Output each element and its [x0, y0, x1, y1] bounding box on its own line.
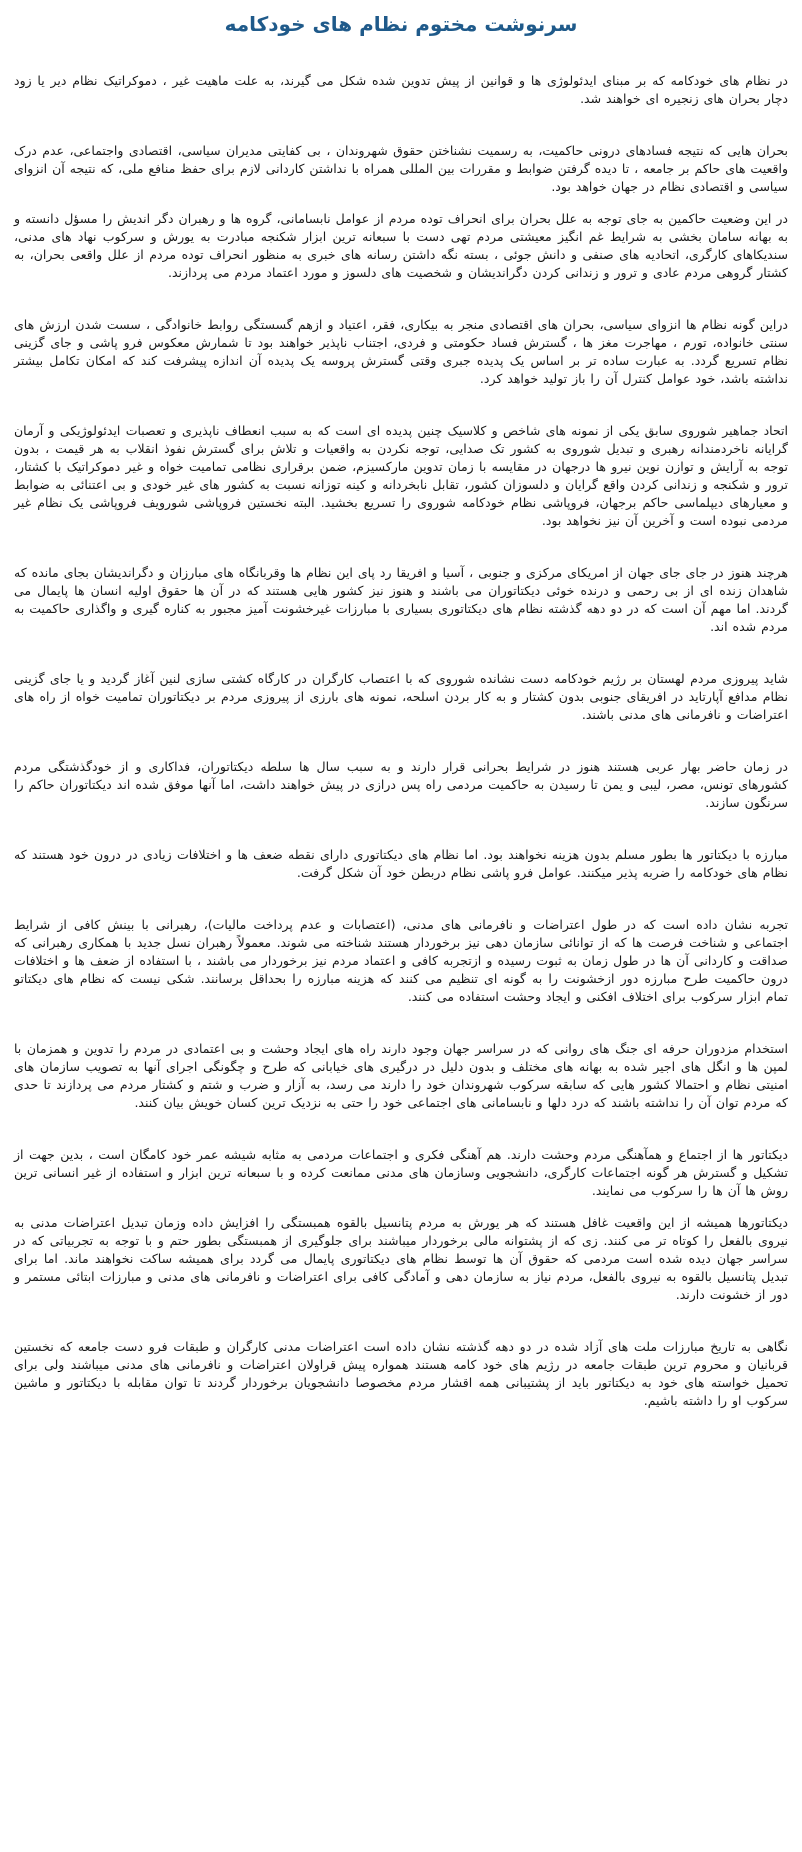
paragraph: هرچند هنوز در جای جای جهان از امریکای مرکزی و جنوبی ، آسیا و افریقا رد پای این نظام ها وقربانگاه های مبارزان و دگراندیشان بجای مانده که شاهدان زنده ای از بی رحمی و درنده خوئی دیکتاتوران می باشند و هنوز نیز کشور هایی هستند که در آن ها حقوق اولیه انسان ها پایمال می گردند. اما مهم آن است که در دو دهه گذشته نظام های دیکتاتوری بسیاری با مبارزات غیرخشونت آمیز مجبور به کناره گیری و واگذاری حاکمیت به مردم شده اند. — [14, 565, 788, 634]
paragraph: نگاهی به تاریخ مبارزات ملت های آزاد شده در دو دهه گذشته نشان داده است اعتراضات مدنی کارگران و طبقات فرو دست جامعه که نخستین قربانیان و محروم ترین طبقات جامعه در رژیم های خود کامه هستند همواره پیش قراولان اعتراضات و نافرمانی های مدنی میباشند ولی برای تحمیل خواسته های خود به دیکتاتور باید از پشتیبانی همه اقشار مردم مخصوصا دانشجویان برخوردار گردند تا توان مقابله با دیکتاتور و ماشین سرکوب او را داشته باشیم. — [14, 1339, 788, 1408]
paragraph: در زمان حاضر بهار عربی هستند هنوز در شرایط بحرانی قرار دارند و به سبب سال ها سلطه دیکتاتوران، فداکاری و از خودگذشتگی مردم کشورهای تونس، مصر، لیبی و یمن تا رسیدن به حاکمیت مردمی راه پس درازی در پیش خواهند داشت، اما آنها موفق شده اند دیکتاتوران حاکم را سرنگون سازند. — [14, 759, 788, 810]
paragraph: مبارزه با دیکتاتور ها بطور مسلم بدون هزینه نخواهند بود. اما نظام های دیکتاتوری دارای نقطه ضعف ها و اختلافات زیادی در درون خود هستند که نظام های خودکامه را ضربه پذیر میکنند. عوامل فرو پاشی نظام دربطن خود آن شکل گرفت. — [14, 847, 788, 880]
paragraph: اتحاد جماهیر شوروی سابق یکی از نمونه های شاخص و کلاسیک چنین پدیده ای است که به سبب انعطاف ناپذیری و تعصبات ایدئولوژیکی و آرمان گرایانه ناخردمندانه رهبری و تبدیل شوروی به کشور تک صدایی، توجه نکردن به واقعیات و تلاش برای گسترش نفوذ انقلاب به هر قیمت ، بدون توجه به آرایش و توازن نوین نیرو ها درجهان در مقایسه با زمان تدوین مارکسیزم، ضمن برقراری نظامی تمامیت خواه و غیر دموکراتیک با کشتار، ترور و شکنجه و زندانی کردن واقع گرایان و دلسوزان کشور، تقابل نابخردانه و کینه توزانه نسبت به کشور های غیر خودی و بی اعتنائی به ضوابط و معیارهای دیپلماسی حاکم برجهان، فروپاشی نظام خودکامه شوروی را تسریع بخشید. البته نخستین فروپاشی شورویف فروپاشی یک نظام غیر مردمی نبوده است و آخرین آن نیز نخواهد بود. — [14, 423, 788, 528]
document-body — [14, 72, 788, 1410]
document-title: سرنوشت مختوم نظام های خودکامه — [224, 12, 578, 36]
paragraph: شاید پیروزی مردم لهستان بر رژیم خودکامه دست نشانده شوروی که با اعتصاب کارگران در کارگاه کشتی سازی لنین آغاز گردید و یا جای گزینی نظام مدافع آپارتاید در افریقای جنوبی بدون کشتار و به کار بردن اسلحه، نمونه های بارزی از پیروزی مردم بر دیکتاتوران تمامیت خواه از راه های اعتراضات و نافرمانی های مدنی باشند. — [14, 671, 788, 722]
paragraph: استخدام مزدوران حرفه ای جنگ های روانی که در سراسر جهان وجود دارند راه های ایجاد وحشت و بی اعتمادی در مردم را تدوین و همزمان با لمپن ها و انگل های اجیر شده به بهانه های مختلف و بدون دلیل در درگیری های خیابانی که طرح و چگونگی اجرای آنها به تصویب سازمان های امنیتی نظام و احتمالا کشور هایی که سابقه سرکوب شهروندان خود را دارند می رسد، به آزار و ضرب و شتم و کشتار مردم می پردازند تا حدی که مردم توان آن را نداشته باشند که درد دلها و نابسامانی های اجتماعی خود را حتی به نزدیک ترین کسان خویش بیان کنند. — [14, 1041, 788, 1110]
paragraph: بحران هایی که نتیجه فسادهای درونی حاکمیت، به رسمیت نشناختن حقوق شهروندان ، بی کفایتی مدیران سیاسی، اقتصادی واجتماعی، عدم درک واقعیت های حاکم بر جامعه ، تا دیده گرفتن ضوابط و مقررات بین المللی همراه با نداشتن کاردانی لازم برای حفظ منافع ملی، که نتیجه آن انزوای سیاسی و اقتصادی نظام در جهان خواهد بود. — [14, 143, 788, 194]
paragraph: دراین گونه نظام ها انزوای سیاسی، بحران های اقتصادی منجر به بیکاری، فقر، اعتیاد و ازهم گسستگی روابط خانوادگی ، سست شدن ارزش های سنتی خانواده، تورم ، مهاجرت مغز ها ، گسترش فساد حکومتی و فردی، اجتناب ناپذیر خواهند بود تا شمارش معکوس فرو پاشی و جای گزینی نظام تسریع گردد. به عبارت ساده تر بر اساس یک پدیده جبری وقتی گسترش پروسه یک پدیده آن اندازه پیشرفت کند که امکان تکامل بیشتر نداشته باشد، خود عوامل کنترل آن را باز تولید خواهد کرد. — [14, 317, 788, 386]
paragraph: دیکتاتورها همیشه از این واقعیت غافل هستند که هر یورش به مردم پتانسیل بالقوه همبستگی را افزایش داده وزمان تبدیل اعتراضات مدنی به نیروی بالفعل را کوتاه تر می کنند. زی که از پشتوانه مالی برخوردار میباشند برای جلوگیری از همبستگی بطور حتم و با توجه به تجربیاتی که در سراسر جهان دیده شده است مردمی که حقوق آن ها توسط نظام های دیکتاتوری پایمال می گردد برای همیشه ساکت نخواهند ماند. اما برای تبدیل پتانسیل بالقوه به نیروی بالفعل، مردم نیاز به سازمان دهی و آمادگی کافی برای اعتراضات و نافرمانی های مدنی و مبارزات ابتائی مستمر و دور از خشونت دارند. — [14, 1215, 788, 1302]
paragraph: دیکتاتور ها از اجتماع و همآهنگی مردم وحشت دارند. هم آهنگی فکری و اجتماعات مردمی به مثابه شیشه عمر خود کامگان است ، بدین جهت از تشکیل و گسترش هر گونه اجتماعات کارگری، دانشجویی وسازمان های مدنی ممانعت کرده و با سبعانه ترین ابزار و استفاده از غیر انسانی ترین روش ها آن ها را سرکوب می نمایند. — [14, 1147, 788, 1198]
paragraph: در این وضعیت حاکمین به جای توجه به علل بحران برای انحراف توده مردم از عوامل نابسامانی، گروه ها و رهبران دگر اندیش را مسؤل دانسته و به بهانه سامان بخشی به شرایط غم انگیز معیشتی مردم تهی دست با سبعانه ترین ابزار شکنجه مبادرت به یورش و سرکوب نهاد های مدنی، سندیکاهای کارگری، اتحادیه های صنفی و دانش جوئی ، بسته نگه داشتن رسانه های خبری به منظور انحراف توده مردم از علل واقعی بحران، به کشتار گروهی مردم عادی و ترور و زندانی کردن دگراندیشان و شخصیت های دلسوز و مورد اعتماد مردم می پردازند. — [14, 211, 788, 280]
paragraph: تجربه نشان داده است که در طول اعتراضات و نافرمانی های مدنی، (اعتصابات و عدم پرداخت مالیات)، رهبرانی با بینش کافی از شرایط اجتماعی و شناخت فرصت ها که از توانائی سازمان دهی نیز برخوردار هستند شناخته می شوند. معمولاً رهبران نسل جدید با همکاری رهبرانی که صداقت و کاردانی آن ها در طول زمان به ثبوت رسیده و ازتجربه کافی و اعتماد مردم نیز برخوردار می باشند ، با استفاده از ضعف ها و اختلافات درون حاکمیت طرح مبارزه دور ازخشونت را به گونه ای تنظیم می کنند که هزینه مبارزه را بحداقل برسانند. شکی نیست که نظام های دیکتاتو تمام ابزار سرکوب برای اختلاف افکنی و ایجاد وحشت استفاده می کنند. — [14, 917, 788, 1004]
paragraph: در نظام های خودکامه که بر مبنای ایدئولوژی ها و قوانین از پیش تدوین شده شکل می گیرند، به علت ماهیت غیر ، دموکراتیک نظام دیر یا زود دچار بحران های زنجیره ای خواهند شد. — [14, 73, 788, 106]
